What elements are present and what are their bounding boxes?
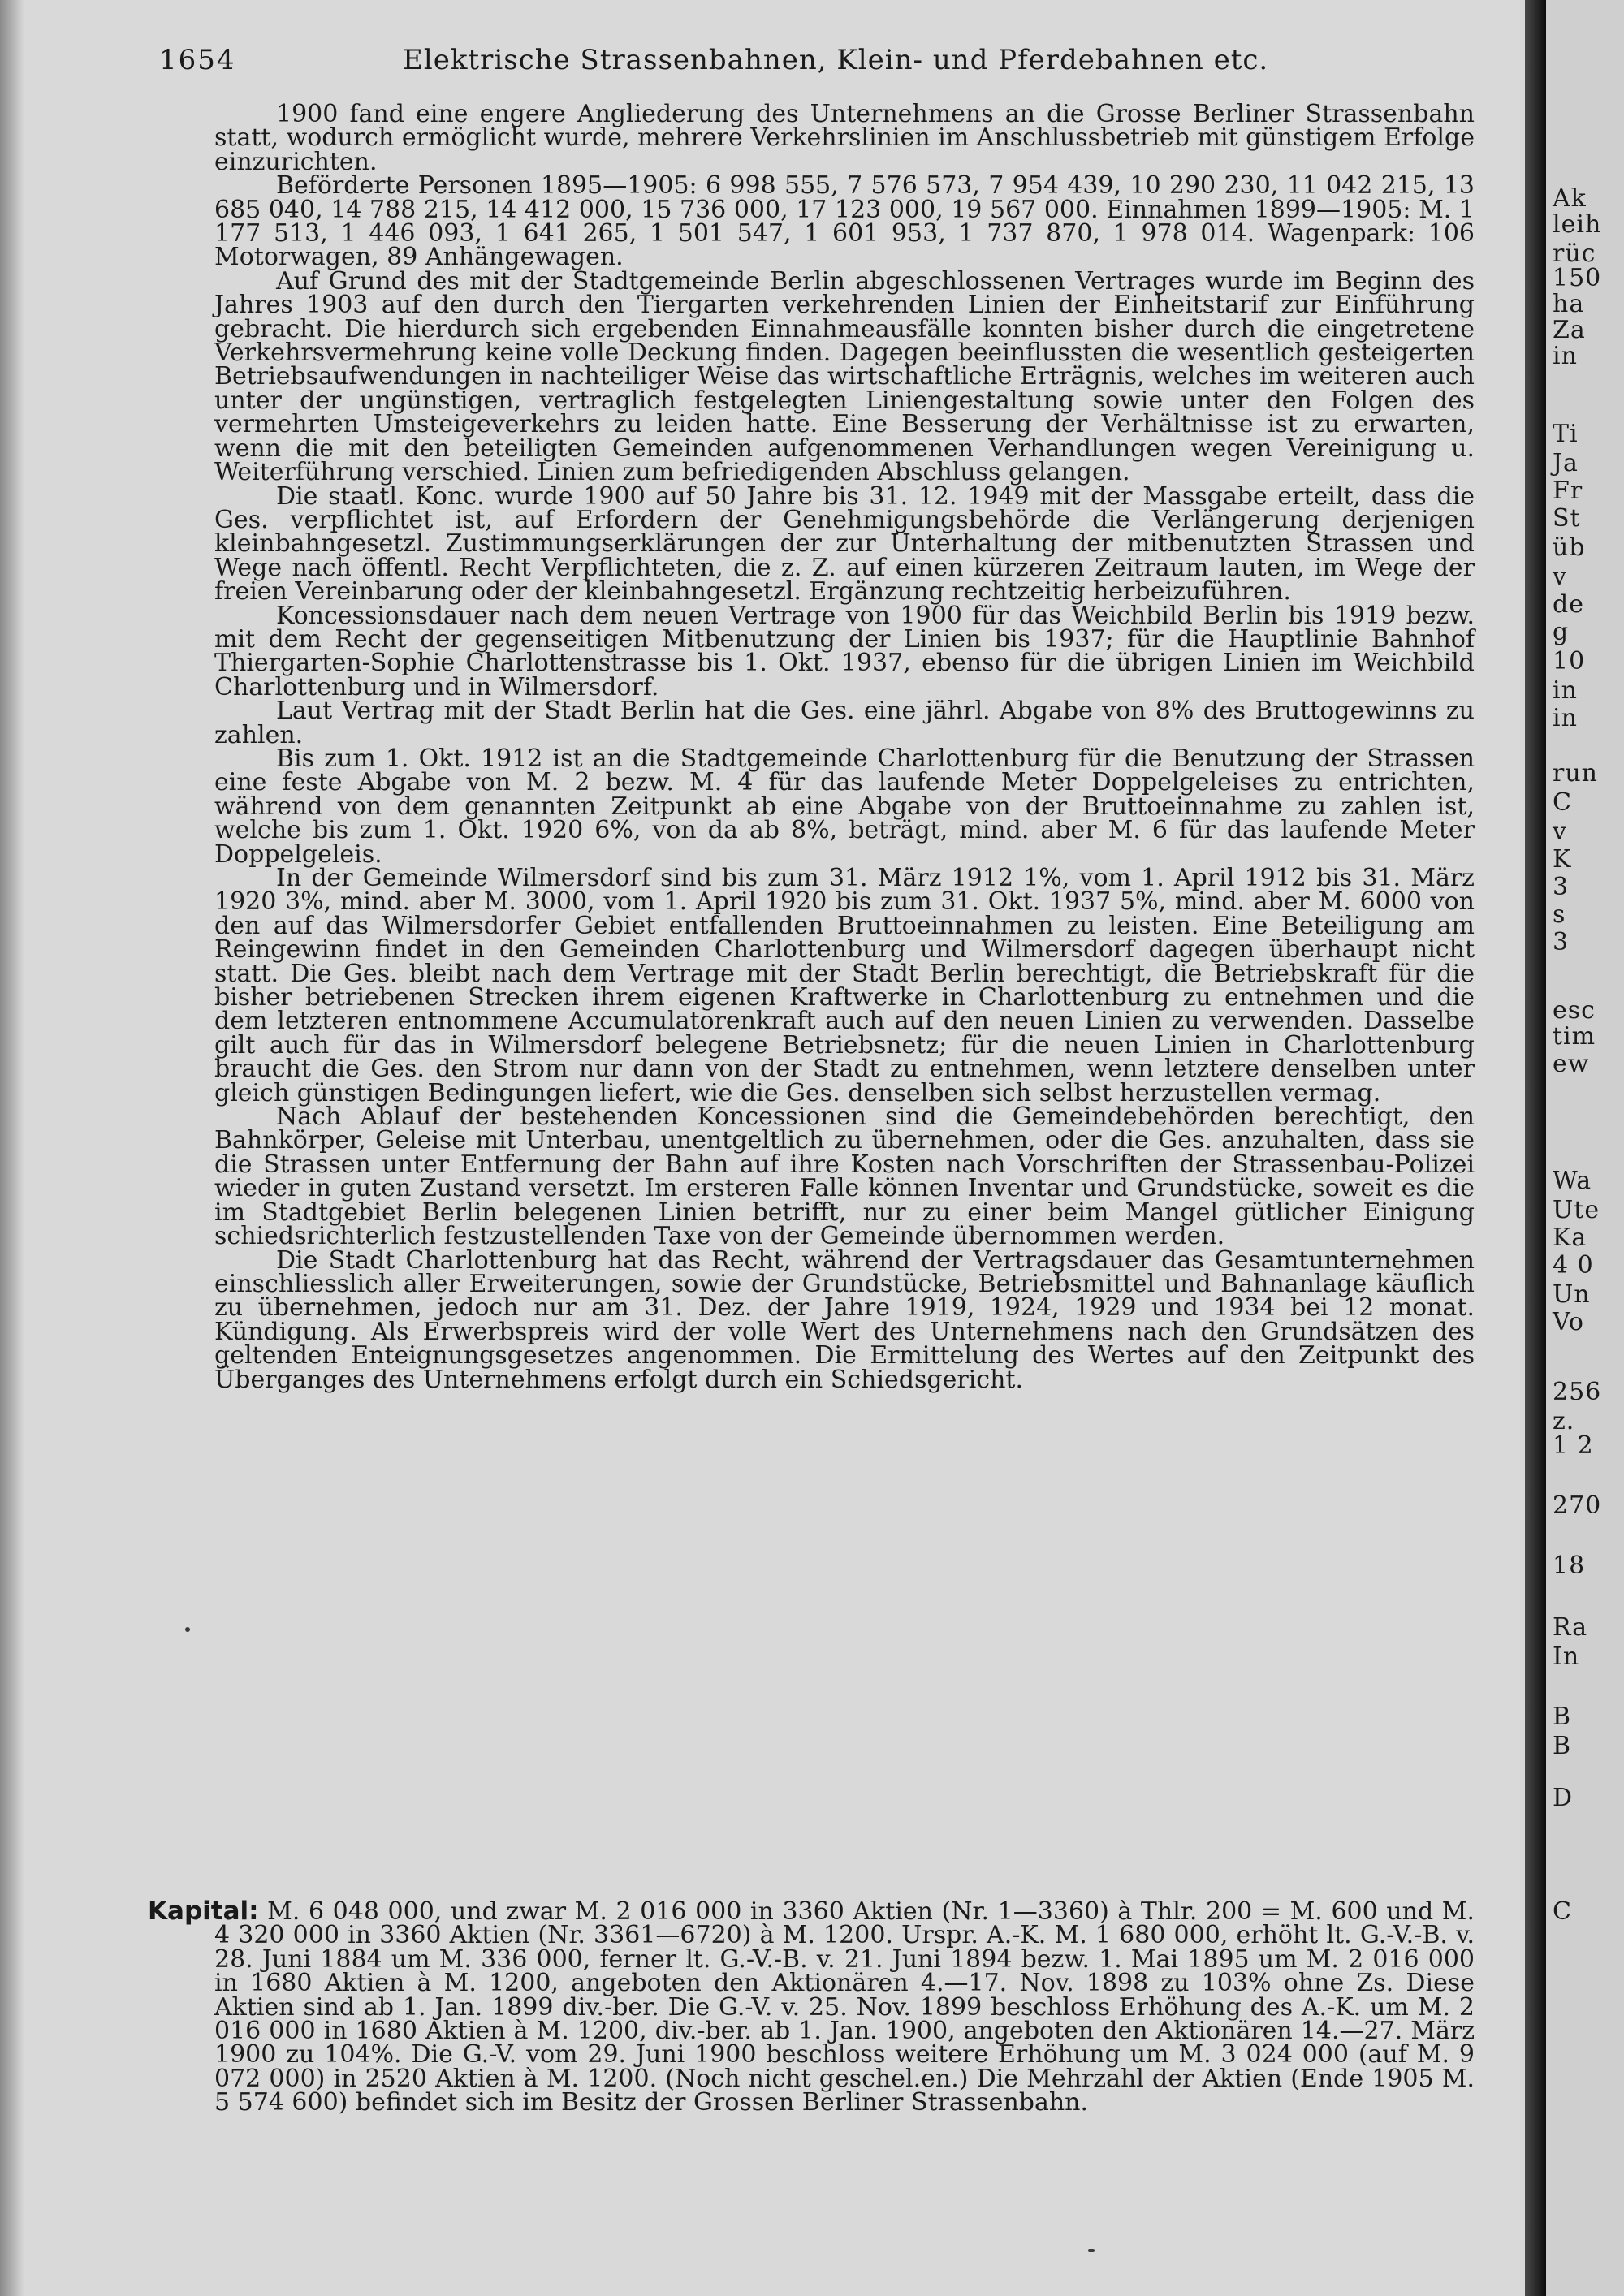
page-header <box>159 42 1483 78</box>
kapital-text: M. 6 048 000, und zwar M. 2 016 000 in 3360 Aktien (Nr. 1—3360) à Thlr. 200 = M. 600 und M. 4 320 000 in 3360 Aktien (Nr. 3361—6720) à M. 1200. Urspr. A.-K. M. 1 680 000, erhöht lt. G.-V.-B. v. 28. Juni 1884 um M. 336 000, ferner lt. G.-V.-B. v. 21. Juni 1894 bezw. 1. Mai 1895 um M. 2 016 000 in 1680 Aktien à M. 1200, angeboten den Aktionären 4.—17. Nov. 1898 zu 103% ohne Zs. Diese Aktien sind ab 1. Jan. 1899 div.-ber. Die G.-V. v. 25. Nov. 1899 beschloss Erhöhung des A.-K. um M. 2 016 000 in 1680 Aktien à M. 1200, div.-ber. ab 1. Jan. 1900, angeboten den Aktionären 14.—27. März 1900 zu 104%. Die G.-V. vom 29. Juni 1900 beschloss weitere Erhöhung um M. 3 024 000 (auf M. 9 072 000) in 2520 Aktien à M. 1200. (Noch nicht geschel.en.) Die Mehrzahl der Aktien (Ende 1905 M. 5 574 600) befindet sich im Besitz der Grossen Berliner Strassenbahn. <box>214 1897 1475 2117</box>
neighboring-page-strip <box>1546 0 1624 2296</box>
paragraph: In der Gemeinde Wilmersdorf sind bis zum 31. März 1912 1%, vom 1. April 1912 bis 31. März 1920 3%, mind. aber M. 3000, vom 1. April 1920 bis zum 31. Okt. 1937 5%, mind. aber M. 6000 von den auf das Wilmersdorfer Gebiet entfallenden Bruttoeinnahmen zu leisten. Eine Beteiligung am Reingewinn findet in den Gemeinden Charlottenburg und Wilmersdorf dagegen überhaupt nicht statt. Die Ges. bleibt nach dem Vertrage mit der Stadt Berlin berechtigt, die Betriebskraft für die bisher betriebenen Strecken ihrem eigenen Kraftwerke in Charlottenburg zu entnehmen und die dem letzteren entnommene Accumulatorenkraft auch auf den neuen Linien zu verwenden. Dasselbe gilt auch für das in Wilmersdorf belegene Betriebsnetz; für die neuen Linien in Charlottenburg braucht die Ges. den Strom nur dann von der Stadt zu entnehmen, wenn letztere denselben unter gleich günstigen Bedingungen liefert, wie die Ges. denselben sich selbst herzustellen vermag. <box>214 864 1475 1107</box>
neighbor-page-fragment: z. <box>1553 1407 1575 1435</box>
neighbor-page-fragment: v <box>1553 818 1567 846</box>
neighbor-page-fragment: esc <box>1553 996 1596 1025</box>
neighbor-page-fragment: Ka <box>1553 1224 1587 1252</box>
neighbor-page-fragment: Un <box>1553 1280 1591 1309</box>
paragraph: Beförderte Personen 1895—1905: 6 998 555, 7 576 573, 7 954 439, 10 290 230, 11 042 215, 13 685 040, 14 788 215, 14 412 000, 15 736 000, 17 123 000, 19 567 000. Einnahmen 1899—1905: M. 1 177 513, 1 446 093, 1 641 265, 1 501 547, 1 601 953, 1 737 870, 1 978 014. Wagenpark: 106 Motorwagen, 89 Anhängewagen. <box>214 171 1475 272</box>
paragraph: 1900 fand eine engere Angliederung des Unternehmens an die Grosse Berliner Strassenbahn statt, wodurch ermöglicht wurde, mehrere Verkehrslinien im Anschlussbetrieb mit günstigem Erfolge einzurichten. <box>214 100 1475 176</box>
neighbor-page-fragment: in <box>1553 704 1578 732</box>
neighbor-page-fragment: in <box>1553 676 1578 705</box>
neighbor-page-fragment: Ti <box>1553 420 1579 448</box>
neighbor-page-fragment: v <box>1553 563 1567 591</box>
paragraph: Laut Vertrag mit der Stadt Berlin hat die Ges. eine jährl. Abgabe von 8% des Bruttogewinns zu zahlen. <box>214 697 1475 749</box>
neighbor-page-fragment: g <box>1553 618 1570 646</box>
stray-mark <box>1088 2249 1095 2252</box>
neighbor-page-fragment: 18 <box>1553 1552 1586 1580</box>
paragraph: Auf Grund des mit der Stadtgemeinde Berlin abgeschlossenen Vertrages wurde im Beginn des Jahres 1903 auf den durch den Tiergarten verkehrenden Linien der Einheitstarif zur Einführung gebracht. Die hierdurch sich ergebenden Einnahmeausfälle konnten bisher durch die eingetretene Verkehrsvermehrung keine volle Deckung finden. Dagegen beeinflussten die wesentlich gesteigerten Betriebsaufwendungen in nachteiliger Weise das wirtschaftliche Erträgnis, welches im weiteren auch unter der ungünstigen, vertraglich festgelegten Liniengestaltung sowie unter den Folgen des vermehrten Umsteigeverkehrs zu leiden hatte. Eine Besserung der Verhältnisse ist zu erwarten, wenn die mit den beteiligten Gemeinden aufgenommenen Verhandlungen wegen Vereinigung u. Weiterführung verschied. Linien zum befriedigenden Abschluss gelangen. <box>214 266 1475 487</box>
neighbor-page-fragment: B <box>1553 1732 1572 1760</box>
neighbor-page-fragment: leih <box>1553 210 1602 239</box>
neighbor-page-fragment: 270 <box>1553 1491 1602 1520</box>
neighbor-page-fragment: 3 <box>1553 873 1570 901</box>
neighbor-page-fragment: 1 2 <box>1553 1431 1594 1460</box>
neighbor-page-fragment: 256 <box>1553 1378 1602 1406</box>
paragraph: Nach Ablauf der bestehenden Koncessionen sind die Gemeindebehörden berechtigt, den Bahnkörper, Geleise mit Unterbau, unentgeltlich zu übernehmen, oder die Ges. anzuhalten, dass sie die Strassen unter Entfernung der Bahn auf ihre Kosten nach Vorschriften der Strassenbau-Polizei wieder in guten Zustand versetzt. Im ersteren Falle können Inventar und Grundstücke, soweit es die im Stadtgebiet Berlin belegenen Linien betrifft, nur zu einer beim Mangel gütlicher Einigung schiedsrichterlich festzustellenden Taxe von der Gemeinde übernommen werden. <box>214 1103 1475 1251</box>
neighbor-page-fragment: 150 <box>1553 264 1602 292</box>
neighbor-page-fragment: Ute <box>1553 1196 1600 1224</box>
neighbor-page-fragment: ew <box>1553 1050 1590 1078</box>
kapital-label: Kapital: <box>148 1897 259 1926</box>
neighbor-page-fragment: rüc <box>1553 240 1596 268</box>
neighbor-page-fragment: run <box>1553 759 1598 788</box>
neighbor-page-fragment: In <box>1553 1642 1580 1671</box>
neighbor-page-fragment: Wa <box>1553 1167 1592 1195</box>
neighbor-page-fragment: de <box>1553 590 1584 619</box>
kapital-section <box>148 1897 1475 2249</box>
neighbor-page-fragment: ha <box>1553 290 1585 318</box>
neighbor-page-fragment: Za <box>1553 316 1586 344</box>
body-text <box>214 102 1475 1905</box>
neighbor-page-fragment: St <box>1553 504 1581 533</box>
neighbor-page-fragment: tim <box>1553 1022 1596 1051</box>
neighbor-page-fragment: s <box>1553 900 1566 929</box>
stray-mark <box>185 1627 190 1632</box>
paragraph: Die Stadt Charlottenburg hat das Recht, während der Vertragsdauer das Gesamtunternehmen einschliesslich aller Erweiterungen, sowie der Grundstücke, Betriebsmittel und Bahnanlage käuflich zu übernehmen, jedoch nur am 31. Dez. der Jahre 1919, 1924, 1929 und 1934 bei 12 monat. Kündigung. Als Erwerbspreis wird der volle Wert des Unternehmens nach den Grundsätzen des geltenden Enteignungsgesetzes angenommen. Die Ermittelung des Wertes auf den Zeitpunkt des Überganges des Unternehmens erfolgt durch ein Schiedsgericht. <box>214 1245 1475 1394</box>
neighbor-page-fragment: C <box>1553 788 1572 817</box>
neighbor-page-fragment: Vo <box>1553 1308 1584 1336</box>
neighbor-page-fragment: B <box>1553 1703 1572 1731</box>
page-number: 1654 <box>159 44 236 76</box>
neighbor-page-fragment: D <box>1553 1784 1574 1812</box>
paragraph: Koncessionsdauer nach dem neuen Vertrage von 1900 für das Weichbild Berlin bis 1919 bezw. mit dem Recht der gegenseitigen Mitbenutzung der Linien bis 1937; für die Hauptlinie Bahnhof Thiergarten-Sophie Charlottenstrasse bis 1. Okt. 1937, ebenso für die übrigen Linien im Weichbild Charlottenburg und in Wilmersdorf. <box>214 601 1475 701</box>
neighbor-page-fragment: Ja <box>1553 449 1579 477</box>
neighbor-page-fragment: 3 <box>1553 928 1570 956</box>
neighbor-page-fragment: K <box>1553 845 1572 874</box>
page-edge <box>1525 0 1546 2296</box>
neighbor-page-fragment: 4 0 <box>1553 1251 1594 1280</box>
paragraph: Die staatl. Konc. wurde 1900 auf 50 Jahre bis 31. 12. 1949 mit der Massgabe erteilt, dass die Ges. verpflichtet ist, auf Erfordern der Genehmigungsbehörde die Verlängerung derjenigen kleinbahngesetzl. Zustimmungserklärungen der zur Unterhaltung der mitbenutzten Strassen und Wege nach öffentl. Recht Verpflichteten, die z. Z. auf einen kürzeren Zeitraum lauten, im Wege der freien Vereinbarung oder der kleinbahngesetzl. Ergänzung rechtzeitig herbeizuführen. <box>214 481 1475 606</box>
paragraph: Bis zum 1. Okt. 1912 ist an die Stadtgemeinde Charlottenburg für die Benutzung der Strassen eine feste Abgabe von M. 2 bezw. M. 4 für das laufende Meter Doppelgeleises zu entrichten, während von dem genannten Zeitpunkt ab eine Abgabe von der Bruttoeinnahme zu zahlen ist, welche bis zum 1. Okt. 1920 6%, von da ab 8%, beträgt, mind. aber M. 6 für das laufende Meter Doppelgeleis. <box>214 744 1475 869</box>
scan-shadow <box>0 0 24 2296</box>
neighbor-page-fragment: in <box>1553 342 1578 370</box>
neighbor-page-fragment: Fr <box>1553 477 1583 505</box>
neighbor-page-fragment: Ra <box>1553 1613 1588 1642</box>
neighbor-page-fragment: üb <box>1553 533 1586 562</box>
neighbor-page-fragment: C <box>1553 1897 1572 1926</box>
kapital-paragraph <box>148 1897 1475 2117</box>
neighbor-page-fragment: 10 <box>1553 647 1586 675</box>
running-title: Elektrische Strassenbahnen, Klein- und Pferdebahnen etc. <box>403 44 1269 76</box>
neighbor-page-fragment: Ak <box>1553 184 1587 213</box>
